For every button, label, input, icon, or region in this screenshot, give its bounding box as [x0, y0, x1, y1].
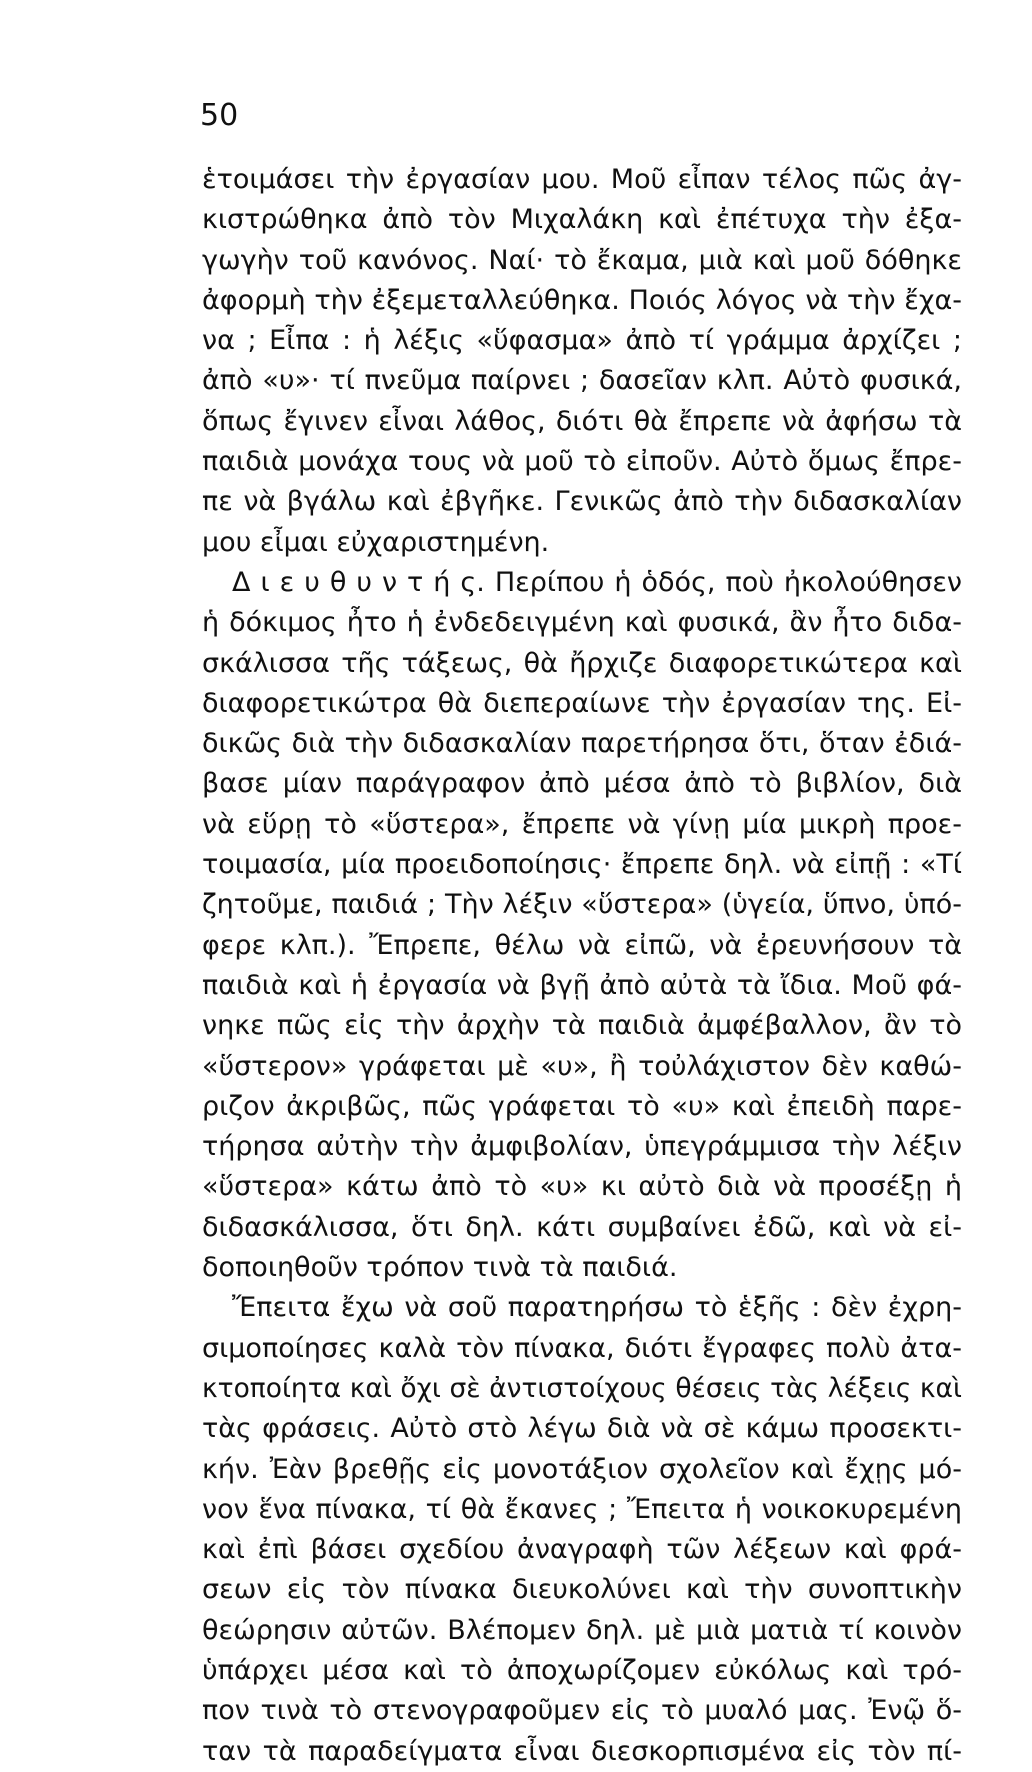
text-line: ὑπάρχει μέσα καὶ τὸ ἀποχωρίζομεν εὐκόλως καὶ τρό- [202, 1654, 962, 1686]
text-line: ἑτοιμάσει τὴν ἐργασίαν μου. Μοῦ εἶπαν τέλος πῶς ἀγ- [202, 164, 962, 195]
text-line: νηκε πῶς εἰς τὴν ἀρχὴν τὰ παιδιὰ ἀμφέβαλλον, ἂν τὸ [202, 1010, 962, 1042]
text-line: πε νὰ βγάλω καὶ ἐβγῆκε. Γενικῶς ἀπὸ τὴν διδασκαλίαν [202, 486, 962, 518]
text-line: τήρησα αὐτὴν τὴν ἀμφιβολίαν, ὑπεγράμμισα τὴν λέξιν [202, 1131, 962, 1163]
text-line: «ὕστερον» γράφεται μὲ «υ», ἢ τοὐλάχιστον δὲν καθώ- [202, 1050, 962, 1082]
text-line: σεων εἰς τὸν πίνακα διευκολύνει καὶ τὴν συνοπτικὴν [202, 1574, 962, 1606]
page-number: 50 [200, 98, 239, 133]
text-line: Ἔπειτα ἔχω νὰ σοῦ παρατηρήσω τὸ ἑξῆς : δὲν ἐχρη- [232, 1292, 962, 1324]
text-line: ζητοῦμε, παιδιά ; Τὴν λέξιν «ὕστερα» (ὑγεία, ὕπνο, ὑπό- [202, 889, 962, 921]
text-line: κήν. Ἐὰν βρεθῇς εἰς μονοτάξιον σχολεῖον καὶ ἔχῃς μό- [202, 1453, 962, 1485]
text-line: Δ ι ε υ θ υ ν τ ή ς. Περίπου ἡ ὁδός, ποὺ ἠκολούθησεν [232, 566, 962, 598]
text-line: τοιμασία, μία προειδοποίησις· ἔπρεπε δηλ. νὰ εἰπῇ : «Τί [202, 849, 962, 881]
text-line: νὰ εὕρῃ τὸ «ὕστερα», ἔπρεπε νὰ γίνῃ μία μικρὴ προε- [202, 808, 962, 840]
text-line: παιδιὰ μονάχα τους νὰ μοῦ τὸ εἰποῦν. Αὐτὸ ὅμως ἔπρε- [202, 446, 962, 478]
text-line: «ὕστερα» κάτω ἀπὸ τὸ «υ» κι αὐτὸ διὰ νὰ προσέξῃ ἡ [202, 1171, 962, 1203]
text-line: φερε κλπ.). Ἔπρεπε, θέλω νὰ εἰπῶ, νὰ ἐρευνήσουν τὰ [202, 929, 962, 961]
text-line: σκάλισσα τῆς τάξεως, θὰ ἤρχιζε διαφορετικώτερα καὶ [202, 647, 962, 679]
text-line: να ; Εἶπα : ἡ λέξις «ὕφασμα» ἀπὸ τί γράμμα ἀρχίζει ; [202, 325, 962, 357]
text-line: διαφορετικώτρα θὰ διεπεραίωνε τὴν ἐργασίαν της. Εἰ- [202, 687, 962, 719]
text-line: καὶ ἐπὶ βάσει σχεδίου ἀναγραφὴ τῶν λέξεων καὶ φρά- [202, 1534, 962, 1566]
text-line: γωγὴν τοῦ κανόνος. Ναί· τὸ ἔκαμα, μιὰ καὶ μοῦ δόθηκε [202, 244, 962, 276]
text-line: παιδιὰ καὶ ἡ ἐργασία νὰ βγῇ ἀπὸ αὐτὰ τὰ ἴδια. Μοῦ φά- [202, 969, 962, 1001]
body-text [202, 160, 962, 1772]
text-line: ἀπὸ «υ»· τί πνεῦμα παίρνει ; δασεῖαν κλπ. Αὐτὸ φυσικά, [202, 365, 962, 397]
text-line: δικῶς διὰ τὴν διδασκαλίαν παρετήρησα ὅτι, ὅταν ἐδιά- [202, 728, 962, 760]
text-line: ἡ δόκιμος ἦτο ἡ ἐνδεδειγμένη καὶ φυσικά, ἂν ἦτο διδα- [202, 607, 962, 639]
text-line: διδασκάλισσα, ὅτι δηλ. κάτι συμβαίνει ἐδῶ, καὶ νὰ εἰ- [202, 1211, 962, 1243]
text-line: πον τινὰ τὸ στενογραφοῦμεν εἰς τὸ μυαλό μας. Ἐνῷ ὅ- [202, 1695, 962, 1727]
text-line: ἀφορμὴ τὴν ἐξεμεταλλεύθηκα. Ποιός λόγος νὰ τὴν ἔχα- [202, 284, 962, 316]
text-line: τὰς φράσεις. Αὐτὸ στὸ λέγω διὰ νὰ σὲ κάμω προσεκτι- [202, 1413, 962, 1445]
text-line: δοποιηθοῦν τρόπον τινὰ τὰ παιδιά. [202, 1252, 678, 1284]
text-line: μου εἶμαι εὐχαριστημένη. [202, 526, 550, 558]
text-line: ταν τὰ παραδείγματα εἶναι διεσκορπισμένα εἰς τὸν πί- [202, 1735, 962, 1767]
text-line: βασε μίαν παράγραφον ἀπὸ μέσα ἀπὸ τὸ βιβλίον, διὰ [202, 768, 962, 800]
text-line: κτοποίητα καὶ ὄχι σὲ ἀντιστοίχους θέσεις τὰς λέξεις καὶ [202, 1372, 962, 1404]
text-line: ριζον ἀκριβῶς, πῶς γράφεται τὸ «υ» καὶ ἐπειδὴ παρε- [202, 1090, 962, 1122]
text-line: κιστρώθηκα ἀπὸ τὸν Μιχαλάκη καὶ ἐπέτυχα τὴν ἐξα- [202, 204, 962, 236]
text-line: θεώρησιν αὐτῶν. Βλέπομεν δηλ. μὲ μιὰ ματιὰ τί κοινὸν [202, 1614, 962, 1646]
text-line: σιμοποίησες καλὰ τὸν πίνακα, διότι ἔγραφες πολὺ ἀτα- [202, 1332, 962, 1364]
text-line: νον ἕνα πίνακα, τί θὰ ἔκανες ; Ἔπειτα ἡ νοικοκυρεμένη [202, 1493, 962, 1525]
text-line: ὅπως ἔγινεν εἶναι λάθος, διότι θὰ ἔπρεπε νὰ ἀφήσω τὰ [202, 405, 962, 437]
